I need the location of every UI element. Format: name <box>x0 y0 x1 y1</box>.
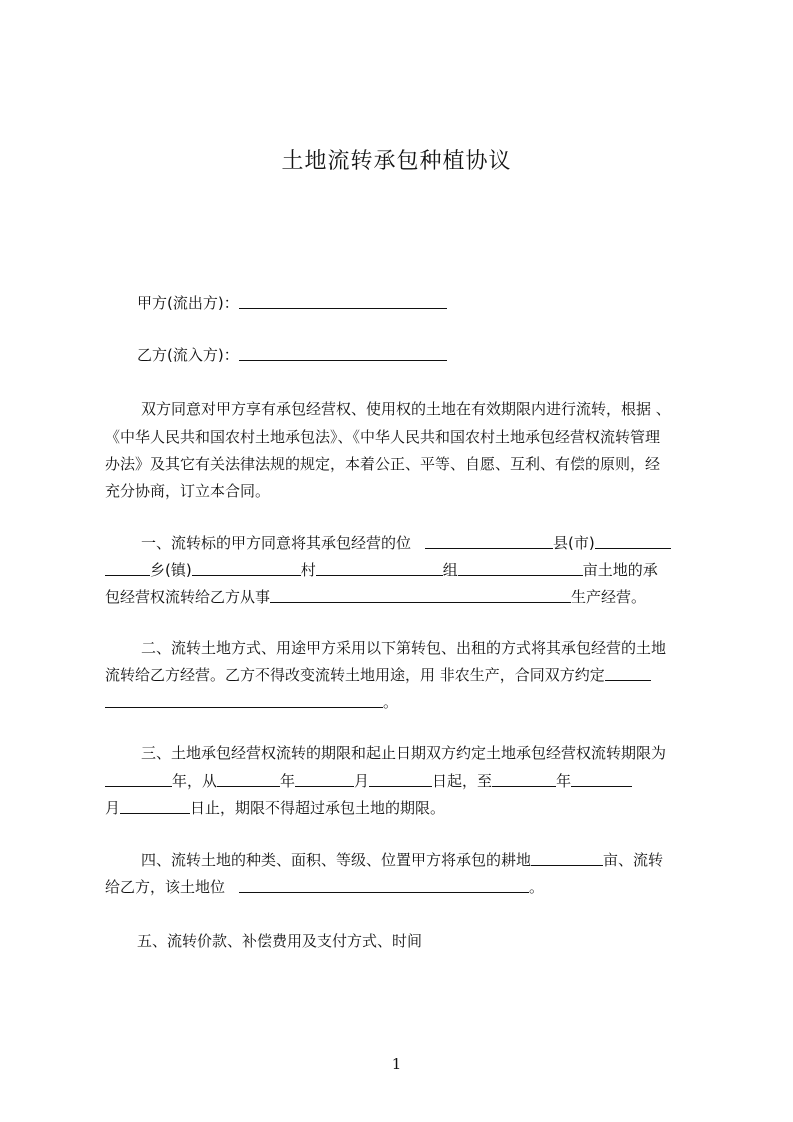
clause4-location-blank[interactable] <box>239 878 529 893</box>
party-b-line <box>137 345 447 365</box>
clause3-line-1: 三、土地承包经营权流转的期限和起止日期双方约定土地承包经营权流转期限为 <box>141 744 667 762</box>
document-title: 土地流转承包种植协议 <box>281 149 512 174</box>
clause1-text-a: 一、流转标的甲方同意将其承包经营的位 <box>141 534 412 552</box>
clause1-township-label: 乡(镇) <box>150 561 192 579</box>
preamble-line-4: 充分协商，订立本合同。 <box>105 482 271 500</box>
clause3-start-year-blank[interactable] <box>217 772 280 787</box>
clause2-text-c: 。 <box>383 693 399 711</box>
clause1-county-label: 县(市) <box>553 534 595 552</box>
clause3-end-year-blank[interactable] <box>492 772 556 787</box>
clause3-text-c: 年 <box>280 772 296 790</box>
preamble-line-3: 办法》及其它有关法律法规的规定，本着公正、平等、自愿、互利、有偿的原则，经 <box>105 455 661 473</box>
clause1-line-3 <box>105 587 646 607</box>
clause1-text-f: 亩土地的承 <box>582 561 658 579</box>
clause2-line-3 <box>105 692 398 712</box>
clause1-location-blank[interactable] <box>425 534 553 549</box>
clause3-end-month-top-blank[interactable] <box>571 772 632 787</box>
clause3-text-b: 年，从 <box>172 772 218 790</box>
clause3-end-day-blank[interactable] <box>120 799 190 814</box>
clause1-village-blank[interactable] <box>192 561 301 576</box>
clause1-text-g: 包经营权流转给乙方从事 <box>105 588 271 606</box>
clause3-line-2 <box>105 771 632 791</box>
preamble-line-2: 《中华人民共和国农村土地承包法》、《中华人民共和国农村土地承包经营权流转管理 <box>105 428 661 446</box>
clause1-group-blank[interactable] <box>316 561 443 576</box>
clause2-line-1: 二、流转土地方式、用途甲方采用以下第转包、出租的方式将其承包经营的土地 <box>141 639 667 657</box>
clause3-text-f: 年 <box>556 772 572 790</box>
clause1-village-label: 村 <box>300 561 316 579</box>
party-a-label: 甲方(流出方)： <box>137 294 239 312</box>
clause2-line-2 <box>105 665 651 685</box>
clause3-start-month-blank[interactable] <box>295 772 354 787</box>
clause3-text-e: 日起，至 <box>432 772 493 790</box>
party-a-line <box>137 293 447 313</box>
clause3-start-day-blank[interactable] <box>369 772 432 787</box>
clause1-county-blank[interactable] <box>595 534 671 549</box>
party-b-label: 乙方(流入方)： <box>137 346 239 364</box>
clause3-text-d: 月 <box>354 772 370 790</box>
clause1-line-2 <box>105 560 658 580</box>
clause2-agreement-blank-1[interactable] <box>605 666 651 681</box>
clause5-heading: 五、流转价款、补偿费用及支付方式、时间 <box>137 932 423 950</box>
page-number: 1 <box>391 1055 402 1073</box>
clause2-text-b: 流转给乙方经营。乙方不得改变流转土地用途，用 非农生产，合同双方约定 <box>105 666 605 684</box>
clause4-text-b: 亩、流转 <box>603 851 664 869</box>
clause1-purpose-blank[interactable] <box>270 588 571 603</box>
clause1-line-1 <box>141 533 671 553</box>
clause3-text-h: 日止，期限不得超过承包土地的期限。 <box>190 799 446 817</box>
clause1-area-blank[interactable] <box>458 561 583 576</box>
clause4-text-c: 给乙方，该土地位 <box>105 878 226 896</box>
party-a-blank[interactable] <box>239 294 447 309</box>
clause3-text-g: 月 <box>105 799 121 817</box>
clause1-text-h: 生产经营。 <box>571 588 647 606</box>
party-b-blank[interactable] <box>239 346 447 361</box>
clause4-area-blank[interactable] <box>531 851 603 866</box>
preamble-line-1: 双方同意对甲方享有承包经营权、使用权的土地在有效期限内进行流转，根据 、 <box>141 400 671 418</box>
clause4-text-a: 四、流转土地的种类、面积、等级、位置甲方将承包的耕地 <box>141 851 532 869</box>
clause1-township-blank[interactable] <box>105 561 150 576</box>
clause2-agreement-blank-2[interactable] <box>105 693 383 708</box>
clause1-group-label: 组 <box>442 561 458 579</box>
clause4-text-d: 。 <box>529 878 545 896</box>
clause3-years-blank[interactable] <box>105 772 172 787</box>
clause4-line-2 <box>105 877 544 897</box>
clause3-line-3 <box>105 798 445 818</box>
clause4-line-1 <box>141 850 663 870</box>
